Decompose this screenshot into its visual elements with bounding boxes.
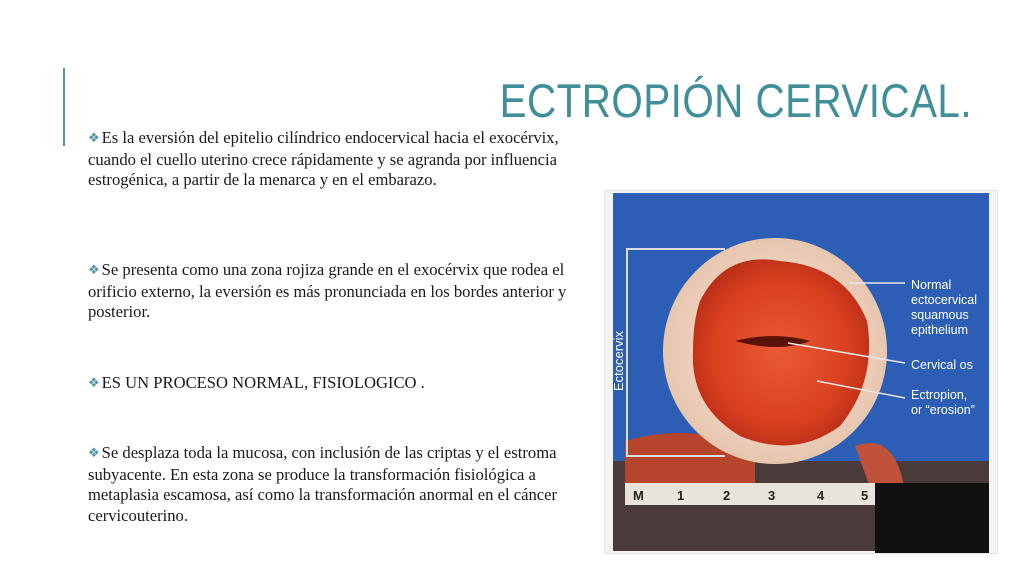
ruler	[625, 483, 875, 505]
diamond-bullet-icon: ❖	[88, 131, 100, 146]
ruler-tick-label: 3	[768, 488, 776, 503]
bullet-item	[88, 128, 598, 191]
ruler-tick-label: 4	[817, 488, 825, 503]
bullet-text: Es la eversión del epitelio cilíndrico endocervical hacia el exocérvix, cuando el cuello uterino crece rápidamente y se agranda por influencia estrogénica, a partir de la menarca y en el embarazo.	[88, 128, 559, 189]
diamond-bullet-icon: ❖	[88, 263, 100, 278]
ruler-tick-label: 1	[677, 488, 685, 503]
normal-epithelium-label: epithelium	[911, 323, 968, 337]
normal-epithelium-label: squamous	[911, 308, 969, 322]
ruler-tick-label: M	[633, 488, 644, 503]
slide-title: ECTROPIÓN CERVICAL.	[499, 74, 972, 127]
ruler-dark-block	[875, 483, 989, 553]
ruler-tick-label: 5	[861, 488, 869, 503]
bullet-text: Se desplaza toda la mucosa, con inclusión de las criptas y el estroma subyacente. En esta zona se produce la transformación fisiológica a metaplasia escamosa, así como la transformación anormal en el cáncer cervicouterino.	[88, 443, 558, 525]
cervix-illustration	[605, 191, 997, 553]
ruler-tick-label: 2	[723, 488, 731, 503]
normal-epithelium-label: ectocervical	[911, 293, 977, 307]
normal-epithelium-label: Normal	[911, 278, 952, 292]
title-accent-bar	[63, 68, 65, 146]
bullet-text: Se presenta como una zona rojiza grande en el exocérvix que rodea el orificio externo, la eversión es más pronunciada en los bordes anterior y posterior.	[88, 260, 567, 321]
ectropion-label: Ectropion,	[911, 388, 968, 402]
bullet-text: ES UN PROCESO NORMAL, FISIOLOGICO .	[101, 373, 425, 392]
diamond-bullet-icon: ❖	[88, 446, 100, 461]
cervix-photo-figure	[604, 190, 998, 554]
bullet-item	[88, 260, 598, 323]
bullet-item	[88, 373, 598, 395]
bullet-item	[88, 443, 598, 526]
cervical-os-label: Cervical os	[911, 358, 973, 372]
ectocervix-label: Ectocervix	[611, 331, 626, 391]
diamond-bullet-icon: ❖	[88, 376, 100, 391]
ectropion-label: or “erosion”	[911, 403, 975, 417]
